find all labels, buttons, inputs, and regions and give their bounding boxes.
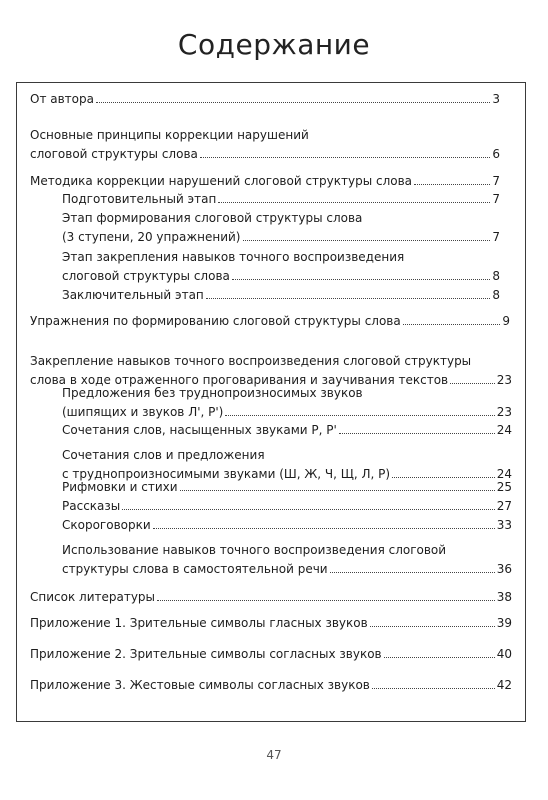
toc-entry-row xyxy=(30,172,500,191)
toc-page-number: 24 xyxy=(496,467,512,481)
dot-leader xyxy=(330,561,495,573)
toc-entry-text: Сочетания слов, насыщенных звуками Р, Р' xyxy=(62,423,337,437)
dot-leader xyxy=(403,313,501,325)
toc-entry-text: Этап закрепления навыков точного воспроизведения xyxy=(62,250,405,264)
toc-entry[interactable] xyxy=(62,421,512,440)
toc-entry-row xyxy=(62,403,512,422)
toc-page-number: 7 xyxy=(492,230,500,244)
page-title: Содержание xyxy=(177,28,371,61)
toc-entry-text: Закрепление навыков точного воспроизведения слоговой структуры xyxy=(30,354,472,368)
toc-entry-text: Рассказы xyxy=(62,499,121,513)
toc-entry-text: Приложение 1. Зрительные символы гласных звуков xyxy=(30,616,368,630)
toc-entry[interactable] xyxy=(62,248,500,286)
toc-entry-text: Приложение 3. Жестовые символы согласных звуков xyxy=(30,678,370,692)
toc-entry-text: Упражнения по формированию слоговой структуры слова xyxy=(30,314,401,328)
toc-entry-text: Рифмовки и стихи xyxy=(62,480,178,494)
toc-entry-text: Этап формирования слоговой структуры слова xyxy=(62,211,363,225)
toc-page-number: 25 xyxy=(496,480,512,494)
toc-entry[interactable] xyxy=(62,478,512,497)
toc-entry-row xyxy=(30,676,512,695)
toc-entry-text: Использование навыков точного воспроизведения слоговой xyxy=(62,543,447,557)
toc-entry-row xyxy=(62,190,500,209)
dot-leader xyxy=(153,517,495,529)
toc-entry-row xyxy=(62,478,512,497)
dot-leader xyxy=(225,404,494,416)
dot-leader xyxy=(206,287,491,299)
toc-entry-row xyxy=(62,497,512,516)
toc-entry-text: (3 ступени, 20 упражнений) xyxy=(62,230,241,244)
toc-entry[interactable] xyxy=(62,209,500,247)
toc-entry-row xyxy=(30,614,512,633)
dot-leader xyxy=(392,466,495,478)
toc-page-number: 7 xyxy=(492,192,500,206)
toc-entry-text: Список литературы xyxy=(30,590,156,604)
toc-entry-row xyxy=(30,145,500,164)
dot-leader xyxy=(450,372,495,384)
toc-entry-text: слоговой структуры слова xyxy=(62,269,230,283)
toc-page-number: 40 xyxy=(496,647,512,661)
dot-leader xyxy=(384,646,495,658)
toc-page-number: 23 xyxy=(496,373,512,387)
toc-entry[interactable] xyxy=(30,645,512,664)
toc-entry[interactable] xyxy=(30,90,500,109)
toc-entry-text: Предложения без труднопроизносимых звуков xyxy=(62,386,363,400)
toc-entry[interactable] xyxy=(30,676,512,695)
toc-entry-text: Основные принципы коррекции нарушений xyxy=(30,128,309,142)
dot-leader xyxy=(243,229,491,241)
toc-page-number: 6 xyxy=(492,147,500,161)
toc-page-number: 24 xyxy=(496,423,512,437)
dot-leader xyxy=(122,498,494,510)
toc-page-number: 9 xyxy=(502,314,510,328)
toc-page-number: 33 xyxy=(496,518,512,532)
toc-entry-row xyxy=(62,286,500,305)
toc-entry[interactable] xyxy=(62,190,500,209)
toc-page-number: 8 xyxy=(492,288,500,302)
toc-entry-text: слова в ходе отраженного проговаривания и заучивания текстов xyxy=(30,373,449,387)
toc-entry-row xyxy=(30,312,510,331)
toc-entry-text: От автора xyxy=(30,92,94,106)
dot-leader xyxy=(372,677,495,689)
toc-entry-row xyxy=(62,516,512,535)
dot-leader xyxy=(232,268,490,280)
toc-entry-row xyxy=(62,267,500,286)
toc-entry-text: с труднопроизносимыми звуками (Ш, Ж, Ч, Щ, Л, Р) xyxy=(62,467,391,481)
dot-leader xyxy=(218,191,490,203)
toc-entry-text: Скороговорки xyxy=(62,518,151,532)
toc-page-number: 23 xyxy=(496,405,512,419)
toc-entry[interactable] xyxy=(62,541,512,579)
toc-page-number: 36 xyxy=(496,562,512,576)
dot-leader xyxy=(339,422,495,434)
toc-entry-row xyxy=(62,228,500,247)
toc-entry[interactable] xyxy=(30,312,510,331)
toc-entry-text: Приложение 2. Зрительные символы согласных звуков xyxy=(30,647,382,661)
toc-entry-row xyxy=(30,588,512,607)
toc-entry-text: (шипящих и звуков Л', Р') xyxy=(62,405,224,419)
toc-page-number: 3 xyxy=(492,92,500,106)
toc-entry[interactable] xyxy=(62,497,512,516)
toc-entry[interactable] xyxy=(30,588,512,607)
toc-entry[interactable] xyxy=(30,614,512,633)
toc-entry[interactable] xyxy=(62,516,512,535)
dot-leader xyxy=(414,173,490,185)
toc-entry-row xyxy=(62,560,512,579)
toc-page-number: 8 xyxy=(492,269,500,283)
toc-entry-row xyxy=(62,421,512,440)
toc-entry[interactable] xyxy=(30,126,500,164)
toc-entry-text: Заключительный этап xyxy=(62,288,204,302)
toc-entry-text: слоговой структуры слова xyxy=(30,147,198,161)
page-number: 47 xyxy=(266,748,282,762)
toc-page-number: 42 xyxy=(496,678,512,692)
toc-entry-text: Сочетания слов и предложения xyxy=(62,448,265,462)
toc-entry-text: Подготовительный этап xyxy=(62,192,217,206)
toc-page-number: 27 xyxy=(496,499,512,513)
dot-leader xyxy=(180,479,495,491)
toc-entry-text: структуры слова в самостоятельной речи xyxy=(62,562,328,576)
toc-page-number: 39 xyxy=(496,616,512,630)
toc-entry-text: Методика коррекции нарушений слоговой структуры слова xyxy=(30,174,413,188)
toc-page-number: 38 xyxy=(496,590,512,604)
toc-entry-row xyxy=(30,90,500,109)
dot-leader xyxy=(157,589,495,601)
toc-entry[interactable] xyxy=(62,384,512,422)
toc-entry[interactable] xyxy=(62,286,500,305)
toc-entry-row xyxy=(30,645,512,664)
toc-page-number: 7 xyxy=(492,174,500,188)
toc-entry[interactable] xyxy=(30,172,500,191)
dot-leader xyxy=(370,615,495,627)
dot-leader xyxy=(200,146,490,158)
dot-leader xyxy=(96,91,490,103)
